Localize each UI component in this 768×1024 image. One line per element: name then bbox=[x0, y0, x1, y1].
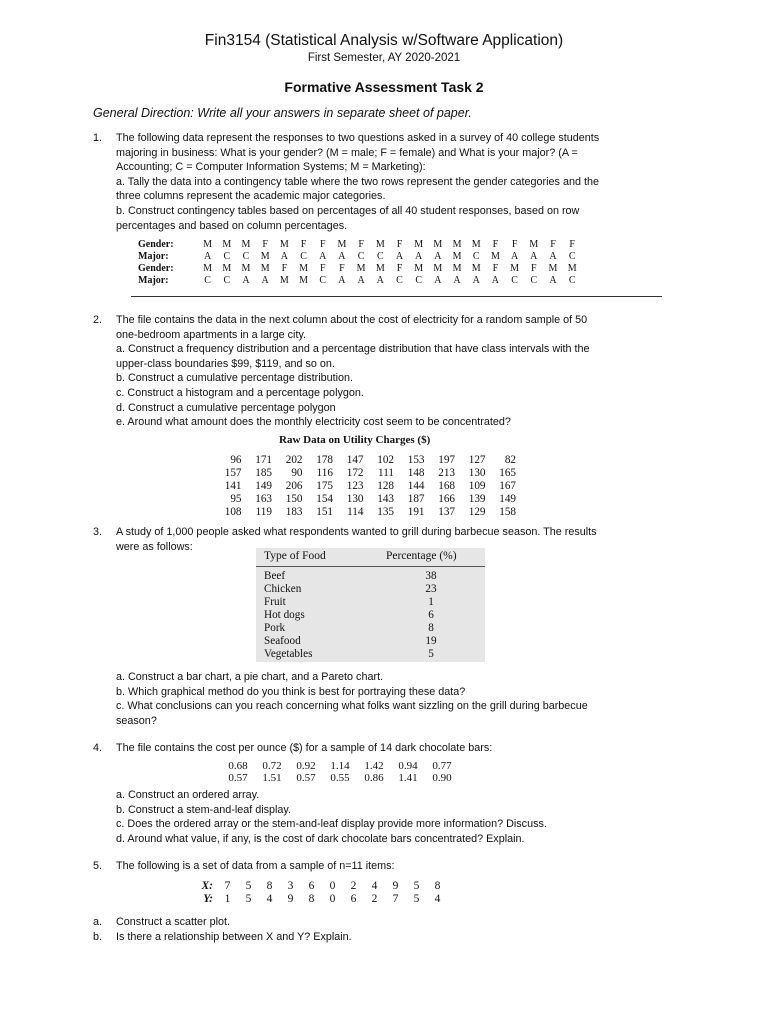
general-direction: General Direction: Write all your answers in separate sheet of paper. bbox=[93, 106, 472, 120]
question-text: percentages and based on column percentages. bbox=[116, 219, 348, 232]
cell: 0.77 bbox=[432, 760, 452, 772]
food-percentage: 8 bbox=[428, 622, 434, 634]
cell: 90 bbox=[291, 466, 303, 479]
cell: A bbox=[319, 250, 327, 262]
cell: 129 bbox=[468, 505, 486, 518]
table-header bbox=[256, 548, 485, 567]
question-text: b. Which graphical method do you think is best for portraying these data? bbox=[116, 685, 466, 698]
question-text: e. Around what amount does the monthly electricity cost seem to be concentrated? bbox=[116, 416, 511, 429]
cell: F bbox=[492, 262, 499, 274]
cell: 119 bbox=[255, 505, 272, 518]
cell: M bbox=[241, 262, 251, 274]
gender-major-table bbox=[138, 238, 582, 286]
question-number: 4. bbox=[93, 742, 103, 754]
question-number: 1. bbox=[93, 132, 103, 144]
cell: 0.94 bbox=[398, 760, 418, 772]
cell: M bbox=[260, 250, 270, 262]
cell: M bbox=[299, 262, 308, 274]
question-text: a. Construct a frequency distribution and a percentage distribution that have class intervals with the bbox=[116, 343, 590, 356]
cell: C bbox=[300, 250, 307, 262]
cell: C bbox=[223, 274, 231, 286]
cell: F bbox=[396, 238, 403, 250]
cell: C bbox=[223, 250, 231, 262]
cell: 149 bbox=[255, 479, 272, 492]
cell: F bbox=[550, 238, 556, 250]
cell: 139 bbox=[468, 492, 486, 505]
cell: M bbox=[510, 262, 520, 274]
question-4 bbox=[93, 741, 693, 756]
cell: M bbox=[490, 250, 500, 262]
cell: 1.42 bbox=[364, 760, 384, 772]
cell: C bbox=[242, 250, 250, 262]
cell: M bbox=[548, 262, 558, 274]
cell: F bbox=[319, 238, 326, 250]
cell: 2 bbox=[371, 892, 378, 905]
cell: A bbox=[280, 250, 288, 262]
question-text: a. Tally the data into a contingency table where the two rows represent the gender categories and the bbox=[116, 175, 599, 188]
food-percentage-table bbox=[256, 548, 485, 662]
question-text: c. Does the ordered array or the stem-and-leaf display provide more information? Discuss. bbox=[116, 818, 547, 831]
cell: C bbox=[357, 250, 365, 262]
cell: 147 bbox=[346, 453, 364, 466]
cell: C bbox=[376, 250, 384, 262]
column-header-percentage: Percentage (%) bbox=[386, 550, 457, 562]
question-text: d. Around what value, if any, is the cost of dark chocolate bars concentrated? Explain. bbox=[116, 832, 525, 845]
y-label: Y: bbox=[203, 892, 213, 905]
cell: 197 bbox=[438, 453, 455, 466]
table-row bbox=[211, 492, 516, 505]
cell: 1.41 bbox=[398, 772, 418, 784]
cell: C bbox=[530, 274, 538, 286]
cell: F bbox=[492, 238, 499, 250]
cell: 8 bbox=[434, 880, 441, 893]
cell: 165 bbox=[499, 466, 516, 479]
cell: 158 bbox=[499, 505, 516, 518]
cell: M bbox=[375, 262, 385, 274]
cell: 0.68 bbox=[228, 760, 248, 772]
food-name: Chicken bbox=[264, 583, 302, 595]
major-label: Major: bbox=[138, 274, 169, 286]
cell: 137 bbox=[438, 505, 455, 518]
cell: M bbox=[433, 262, 443, 274]
gender-label: Gender: bbox=[138, 262, 174, 274]
cell: C bbox=[568, 274, 576, 286]
question-text: The following is a set of data from a sample of n=11 items: bbox=[116, 860, 395, 872]
question-text: season? bbox=[116, 714, 157, 727]
question-text: Is there a relationship between X and Y? Explain. bbox=[116, 930, 352, 943]
cell: 141 bbox=[224, 479, 242, 492]
table-row bbox=[211, 505, 516, 518]
food-name: Pork bbox=[264, 622, 286, 634]
cell: 128 bbox=[377, 479, 394, 492]
question-text: The following data represent the responses to two questions asked in a survey of 40 college students bbox=[116, 132, 600, 144]
cell: 4 bbox=[371, 880, 378, 893]
cell: F bbox=[531, 262, 537, 274]
cell: C bbox=[568, 250, 576, 262]
cell: 0.72 bbox=[262, 760, 282, 772]
cell: 167 bbox=[499, 479, 516, 492]
cell: 8 bbox=[266, 880, 273, 893]
cell: 5 bbox=[245, 880, 252, 893]
cell: M bbox=[222, 262, 232, 274]
cell: M bbox=[241, 238, 251, 250]
cell: A bbox=[338, 250, 346, 262]
cell: 6 bbox=[308, 880, 315, 893]
cell: F bbox=[300, 238, 307, 250]
cell: 172 bbox=[346, 466, 364, 479]
cell: F bbox=[569, 238, 575, 250]
cell: M bbox=[529, 238, 539, 250]
cell: 8 bbox=[308, 892, 315, 905]
cell: 2 bbox=[350, 880, 357, 893]
cell: M bbox=[567, 262, 577, 274]
cell: 191 bbox=[407, 505, 425, 518]
list-item bbox=[93, 915, 693, 930]
question-text: c. Construct a histogram and a percentage polygon. bbox=[116, 386, 364, 399]
cell: 213 bbox=[438, 466, 455, 479]
question-5-tasks bbox=[93, 915, 693, 944]
cell: M bbox=[433, 238, 443, 250]
food-percentage: 23 bbox=[425, 583, 437, 595]
cell: 166 bbox=[438, 492, 455, 505]
food-percentage: 19 bbox=[425, 635, 437, 647]
question-text: three columns represent the academic major categories. bbox=[116, 190, 386, 203]
cell: M bbox=[471, 238, 481, 250]
cell: A bbox=[453, 274, 461, 286]
cell: F bbox=[358, 238, 364, 250]
cell: 5 bbox=[413, 880, 420, 893]
cell: C bbox=[396, 274, 403, 286]
cell: 95 bbox=[230, 492, 242, 505]
cell: 9 bbox=[392, 880, 399, 893]
cell: C bbox=[204, 274, 211, 286]
question-text: The file contains the cost per ounce ($) for a sample of 14 dark chocolate bars: bbox=[116, 742, 493, 754]
cell: 0.55 bbox=[330, 772, 350, 784]
question-2 bbox=[93, 313, 693, 430]
major-label: Major: bbox=[138, 250, 169, 262]
cell: 7 bbox=[392, 892, 399, 905]
cell: M bbox=[279, 274, 289, 286]
cell: 0 bbox=[329, 880, 336, 893]
question-text: The file contains the data in the next column about the cost of electricity for a random sample of 50 bbox=[116, 314, 588, 326]
question-text: c. What conclusions can you reach concerning what folks want sizzling on the grill during barbecue bbox=[116, 700, 588, 713]
major-row bbox=[138, 250, 582, 262]
cell: 1.51 bbox=[262, 772, 282, 784]
question-number: 3. bbox=[93, 526, 103, 538]
cell: A bbox=[434, 274, 442, 286]
cell: 116 bbox=[316, 466, 333, 479]
major-row bbox=[138, 274, 582, 286]
table-row bbox=[211, 466, 516, 479]
cell: 0.57 bbox=[296, 772, 316, 784]
question-text: a. Construct a bar chart, a pie chart, and a Pareto chart. bbox=[116, 671, 384, 683]
question-text: majoring in business: What is your gender? (M = male; F = female) and What is your major? (A = bbox=[116, 146, 578, 159]
cell: 114 bbox=[347, 505, 364, 518]
cell: 148 bbox=[407, 466, 425, 479]
cell: F bbox=[319, 262, 326, 274]
cell: 4 bbox=[266, 892, 273, 905]
table-row bbox=[211, 479, 516, 492]
question-text: A study of 1,000 people asked what respondents wanted to grill during barbecue season. The results bbox=[116, 526, 597, 538]
cell: 175 bbox=[316, 479, 333, 492]
cell: 111 bbox=[378, 466, 394, 479]
cell: 151 bbox=[316, 505, 333, 518]
food-percentage: 1 bbox=[428, 596, 434, 608]
cell: 178 bbox=[316, 453, 333, 466]
cell: 1 bbox=[224, 892, 231, 905]
question-3-tasks bbox=[93, 670, 693, 728]
cell: 202 bbox=[285, 453, 303, 466]
cell: A bbox=[338, 274, 346, 286]
cell: M bbox=[356, 262, 366, 274]
question-text: b. Construct a cumulative percentage distribution. bbox=[116, 372, 354, 385]
question-text: Construct a scatter plot. bbox=[116, 916, 231, 928]
cell: F bbox=[262, 238, 268, 250]
utility-table-caption: Raw Data on Utility Charges ($) bbox=[279, 434, 431, 446]
cell: A bbox=[395, 250, 404, 262]
cell: 157 bbox=[224, 466, 242, 479]
cell: 168 bbox=[438, 479, 455, 492]
table-row bbox=[221, 760, 459, 772]
food-name: Hot dogs bbox=[264, 609, 305, 621]
task-title: Formative Assessment Task 2 bbox=[284, 79, 484, 95]
food-name: Fruit bbox=[264, 596, 286, 608]
cell: A bbox=[357, 274, 365, 286]
cell: M bbox=[375, 238, 385, 250]
cell: 109 bbox=[468, 479, 486, 492]
list-marker: b. bbox=[93, 930, 103, 943]
question-4-tasks bbox=[93, 788, 693, 846]
cell: 154 bbox=[316, 492, 333, 505]
y-row bbox=[189, 893, 448, 906]
cell: 127 bbox=[468, 453, 486, 466]
cell: M bbox=[452, 262, 462, 274]
cell: 1.14 bbox=[330, 760, 350, 772]
question-number: 2. bbox=[93, 314, 103, 326]
cell: M bbox=[414, 238, 424, 250]
utility-charges-table bbox=[211, 453, 516, 518]
cell: A bbox=[472, 274, 480, 286]
cell: M bbox=[203, 238, 213, 250]
cell: M bbox=[452, 250, 462, 262]
cell: 185 bbox=[255, 466, 272, 479]
question-text: one-bedroom apartments in a large city. bbox=[116, 328, 307, 341]
cell: 6 bbox=[350, 892, 357, 905]
cell: M bbox=[414, 262, 424, 274]
question-text: Accounting; C = Computer Information Systems; M = Marketing): bbox=[116, 161, 426, 174]
xy-data-table bbox=[189, 880, 448, 905]
cell: 3 bbox=[287, 880, 294, 893]
cell: F bbox=[511, 238, 518, 250]
cell: 0.92 bbox=[296, 760, 316, 772]
cell: M bbox=[471, 262, 481, 274]
cell: 171 bbox=[255, 453, 272, 466]
question-text: b. Construct a stem-and-leaf display. bbox=[116, 803, 292, 816]
cell: M bbox=[279, 238, 289, 250]
cell: A bbox=[242, 274, 250, 286]
cell: 5 bbox=[413, 892, 420, 905]
food-percentage: 38 bbox=[425, 570, 437, 582]
cell: A bbox=[203, 250, 212, 262]
cell: A bbox=[491, 274, 500, 286]
table-rule bbox=[131, 296, 662, 297]
cell: M bbox=[260, 262, 270, 274]
cell: 183 bbox=[285, 505, 303, 518]
course-title: Fin3154 (Statistical Analysis w/Software Application) bbox=[204, 32, 564, 49]
cell: 123 bbox=[346, 479, 364, 492]
cell: 0.57 bbox=[228, 772, 248, 784]
cell: A bbox=[549, 250, 557, 262]
gender-row bbox=[138, 262, 582, 274]
cell: 187 bbox=[407, 492, 425, 505]
x-row bbox=[189, 880, 448, 893]
food-name: Seafood bbox=[264, 635, 301, 647]
cell: M bbox=[452, 238, 462, 250]
cell: 108 bbox=[224, 505, 242, 518]
cell: 102 bbox=[377, 453, 394, 466]
food-percentage: 6 bbox=[428, 609, 434, 621]
cell: 135 bbox=[377, 505, 394, 518]
cell: A bbox=[510, 250, 519, 262]
cell: C bbox=[472, 250, 480, 262]
question-text: d. Construct a cumulative percentage polygon bbox=[116, 401, 336, 414]
list-marker: a. bbox=[93, 916, 103, 928]
cell: 163 bbox=[255, 492, 272, 505]
cell: F bbox=[281, 262, 288, 274]
question-number: 5. bbox=[93, 860, 103, 872]
cell: A bbox=[434, 250, 442, 262]
cell: C bbox=[511, 274, 518, 286]
table-row bbox=[211, 453, 516, 466]
cell: 82 bbox=[504, 453, 516, 466]
cell: 0 bbox=[329, 892, 336, 905]
x-label: X: bbox=[201, 880, 213, 893]
cell: C bbox=[415, 274, 422, 286]
question-text: b. Construct contingency tables based on percentages of all 40 student responses, based on row bbox=[116, 204, 580, 217]
cell: 4 bbox=[434, 892, 441, 905]
cell: 206 bbox=[285, 479, 303, 492]
question-5 bbox=[93, 859, 693, 874]
cell: 5 bbox=[245, 892, 252, 905]
food-name: Beef bbox=[264, 570, 286, 582]
cell: 9 bbox=[287, 892, 294, 905]
cell: 0.86 bbox=[364, 772, 384, 784]
cell: 150 bbox=[285, 492, 303, 505]
cell: M bbox=[337, 238, 347, 250]
cell: 7 bbox=[224, 880, 231, 893]
question-text: a. Construct an ordered array. bbox=[116, 789, 260, 801]
semester-label: First Semester, AY 2020-2021 bbox=[307, 52, 461, 64]
column-header-food: Type of Food bbox=[264, 550, 326, 562]
cell: 143 bbox=[377, 492, 394, 505]
cell: 130 bbox=[468, 466, 486, 479]
cell: 96 bbox=[230, 453, 242, 466]
cell: 144 bbox=[407, 479, 425, 492]
table-row bbox=[221, 772, 459, 784]
cell: M bbox=[299, 274, 308, 286]
cell: A bbox=[530, 250, 538, 262]
cell: A bbox=[549, 274, 557, 286]
cell: F bbox=[339, 262, 345, 274]
cell: C bbox=[319, 274, 327, 286]
cell: A bbox=[261, 274, 269, 286]
cell: 0.90 bbox=[432, 772, 452, 784]
cell: 153 bbox=[407, 453, 425, 466]
cell: 130 bbox=[346, 492, 364, 505]
cell: A bbox=[415, 250, 423, 262]
food-percentage: 5 bbox=[428, 648, 434, 660]
question-1 bbox=[93, 131, 693, 233]
food-name: Vegetables bbox=[264, 648, 313, 660]
list-item bbox=[93, 930, 693, 945]
question-text: upper-class boundaries $99, $119, and so on. bbox=[116, 357, 335, 370]
cell: 149 bbox=[499, 492, 516, 505]
cell: F bbox=[396, 262, 403, 274]
cell: M bbox=[203, 262, 213, 274]
gender-label: Gender: bbox=[138, 238, 174, 250]
chocolate-cost-table bbox=[221, 760, 459, 784]
cell: A bbox=[376, 274, 384, 286]
question-text: were as follows: bbox=[116, 540, 193, 553]
gender-row bbox=[138, 238, 582, 250]
cell: M bbox=[222, 238, 232, 250]
